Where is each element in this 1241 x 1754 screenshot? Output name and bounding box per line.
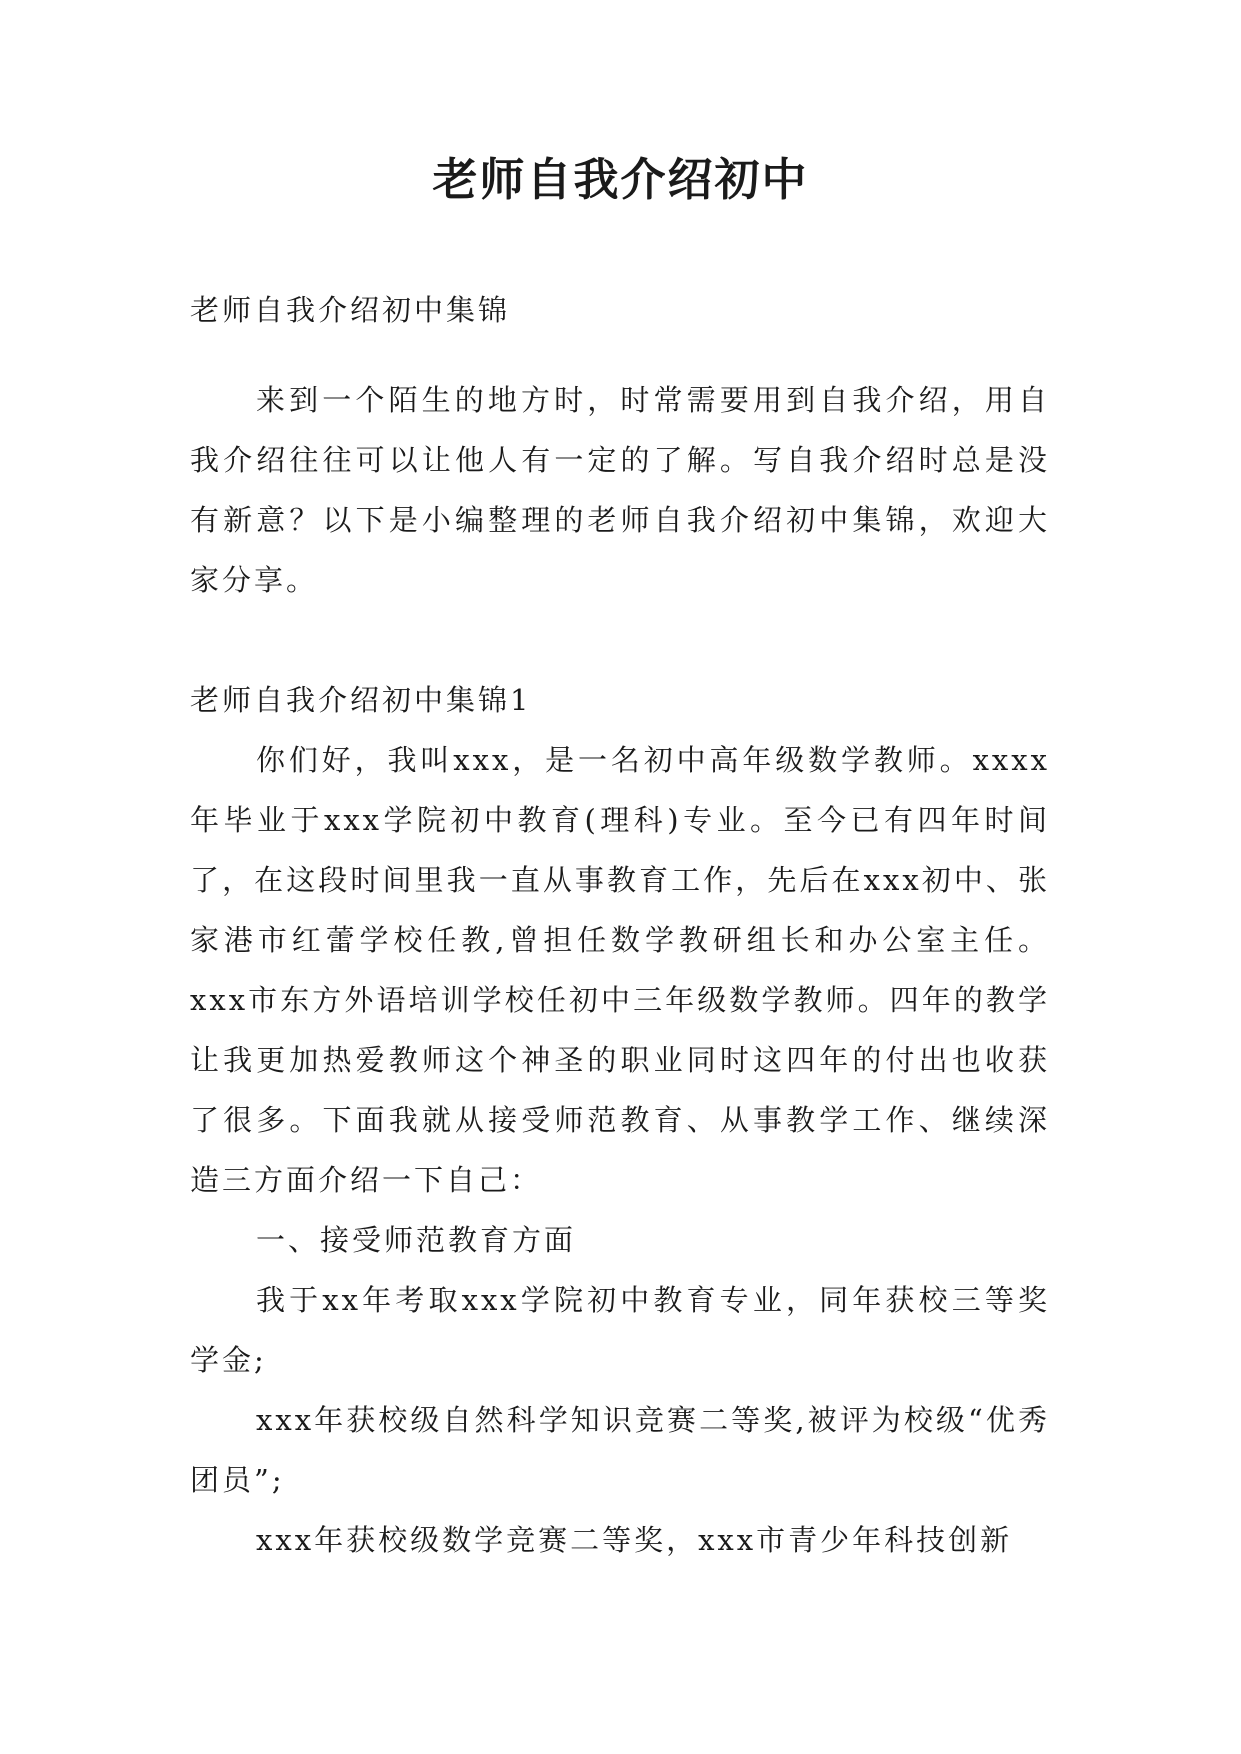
spacer	[190, 610, 1050, 670]
paragraph: 一、接受师范教育方面	[256, 1223, 577, 1257]
section-heading: 老师自我介绍初中集锦1	[190, 683, 532, 717]
intro-paragraph: 来到一个陌生的地方时，时常需要用到自我介绍，用自我介绍往往可以让他人有一定的了解。写自我介绍时总是没有新意？以下是小编整理的老师自我介绍初中集锦，欢迎大家分享。	[190, 383, 1050, 597]
spacer	[190, 340, 1050, 370]
document-title: 老师自我介绍初中	[432, 153, 809, 206]
subtitle: 老师自我介绍初中集锦	[190, 293, 511, 327]
paragraph: 你们好，我叫xxx，是一名初中高年级数学教师。xxxx年毕业于xxx学院初中教育(理科)专业。至今已有四年时间了，在这段时间里我一直从事教育工作，先后在xxx初中、张家港市红蕾学校任教,曾担任数学教研组长和办公室主任。xxx市东方外语培训学校任初中三年级数学教师。四年的教学让我更加热爱教师这个神圣的职业同时这四年的付出也收获了很多。下面我就从接受师范教育、从事教学工作、继续深造三方面介绍一下自己：	[190, 743, 1050, 1197]
paragraph: xxx年获校级数学竞赛二等奖，xxx市青少年科技创新	[256, 1523, 1013, 1557]
document-body	[190, 280, 1050, 1570]
paragraph: 我于xx年考取xxx学院初中教育专业，同年获校三等奖学金;	[190, 1283, 1050, 1377]
paragraph: xxx年获校级自然科学知识竞赛二等奖,被评为校级“优秀团员”;	[190, 1403, 1050, 1497]
